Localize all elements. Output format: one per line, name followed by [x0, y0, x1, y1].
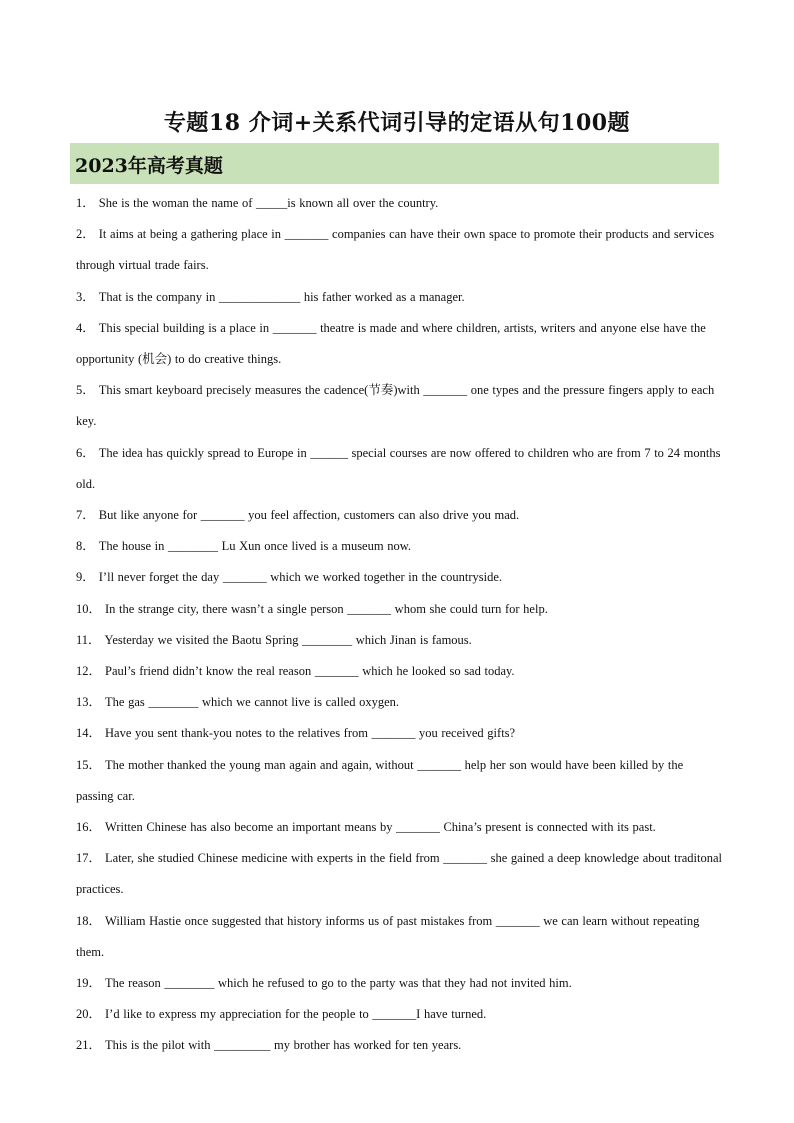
question-number: 20．	[76, 1007, 102, 1022]
question-number: 21．	[76, 1038, 102, 1053]
question-text: That is the company in _____________ his father worked as a manager.	[98, 289, 465, 304]
question-text: Have you sent thank-you notes to the relatives from _______ you received gifts?	[105, 726, 516, 741]
question-text: The gas ________ which we cannot live is called oxygen.	[105, 695, 400, 710]
question-number: 15．	[76, 757, 102, 772]
question-item	[76, 968, 724, 999]
question-text: This special building is a place in _______ theatre is made and where children, artists, writers and anyone else have the opportunity (机会) to do creative things.	[76, 320, 706, 367]
question-item	[76, 843, 724, 905]
question-number: 19．	[76, 976, 102, 991]
question-item	[76, 438, 724, 500]
question-item	[76, 562, 724, 593]
question-text: But like anyone for _______ you feel affection, customers can also drive you mad.	[98, 508, 520, 523]
question-number: 5．	[76, 383, 95, 398]
document-title: 专题18 介词+关系代词引导的定语从句100题	[163, 110, 631, 136]
question-number: 9．	[76, 570, 95, 585]
question-text: Paul’s friend didn’t know the real reason _______ which he looked so sad today.	[105, 664, 515, 679]
question-item	[76, 500, 724, 531]
question-number: 3．	[76, 289, 95, 304]
question-item	[76, 313, 724, 375]
question-number: 17．	[76, 851, 102, 866]
question-number: 4．	[76, 320, 95, 335]
question-text: It aims at being a gathering place in _______ companies can have their own space to promote their products and services through virtual trade fairs.	[76, 227, 715, 273]
question-number: 12．	[76, 664, 102, 679]
question-item	[76, 1030, 724, 1061]
question-list	[76, 188, 724, 1062]
question-number: 10．	[76, 601, 102, 616]
question-number: 16．	[76, 820, 102, 835]
question-number: 13．	[76, 695, 102, 710]
question-text: This is the pilot with _________ my brother has worked for ten years.	[105, 1038, 462, 1053]
question-text: The mother thanked the young man again and again, without _______ help her son would have been killed by the passing car.	[76, 757, 684, 803]
question-item	[76, 188, 724, 219]
question-item	[76, 687, 724, 718]
question-item	[76, 718, 724, 749]
question-item	[76, 625, 724, 656]
question-text: She is the woman the name of _____is known all over the country.	[98, 196, 439, 210]
question-text: The reason ________ which he refused to go to the party was that they had not invited him.	[105, 976, 572, 991]
question-item	[76, 999, 724, 1030]
question-number: 8．	[76, 539, 95, 554]
section-header	[70, 143, 719, 184]
question-text: Later, she studied Chinese medicine with experts in the field from _______ she gained a deep knowledge about traditonal practices.	[76, 851, 723, 897]
question-item	[76, 375, 724, 437]
question-item	[76, 812, 724, 843]
question-number: 18．	[76, 913, 102, 928]
question-text: Yesterday we visited the Baotu Spring ________ which Jinan is famous.	[104, 632, 472, 647]
question-number: 2．	[76, 227, 95, 242]
question-number: 11．	[76, 632, 101, 647]
question-item	[76, 219, 724, 281]
question-number: 1．	[76, 196, 95, 210]
section-heading: 2023年高考真题	[75, 155, 223, 177]
question-item	[76, 531, 724, 562]
question-item	[76, 750, 724, 812]
question-text: I’d like to express my appreciation for the people to _______I have turned.	[105, 1007, 487, 1022]
question-text: The house in ________ Lu Xun once lived is a museum now.	[98, 539, 412, 554]
question-text: Written Chinese has also become an important means by _______ China’s present is connected with its past.	[105, 820, 656, 835]
question-item	[76, 906, 724, 968]
question-text: This smart keyboard precisely measures the cadence(节奏)with _______ one types and the pressure fingers apply to each key.	[76, 383, 715, 429]
question-text: William Hastie once suggested that history informs us of past mistakes from _______ we can learn without repeating them.	[76, 913, 700, 959]
question-text: I’ll never forget the day _______ which we worked together in the countryside.	[98, 570, 502, 585]
question-item	[76, 656, 724, 687]
question-number: 7．	[76, 508, 95, 523]
question-item	[76, 282, 724, 313]
question-number: 14．	[76, 726, 102, 741]
question-text: In the strange city, there wasn’t a single person _______ whom she could turn for help.	[105, 601, 548, 616]
question-number: 6．	[76, 445, 95, 460]
question-text: The idea has quickly spread to Europe in ______ special courses are now offered to children who are from 7 to 24 months old.	[76, 445, 721, 491]
question-item	[76, 594, 724, 625]
